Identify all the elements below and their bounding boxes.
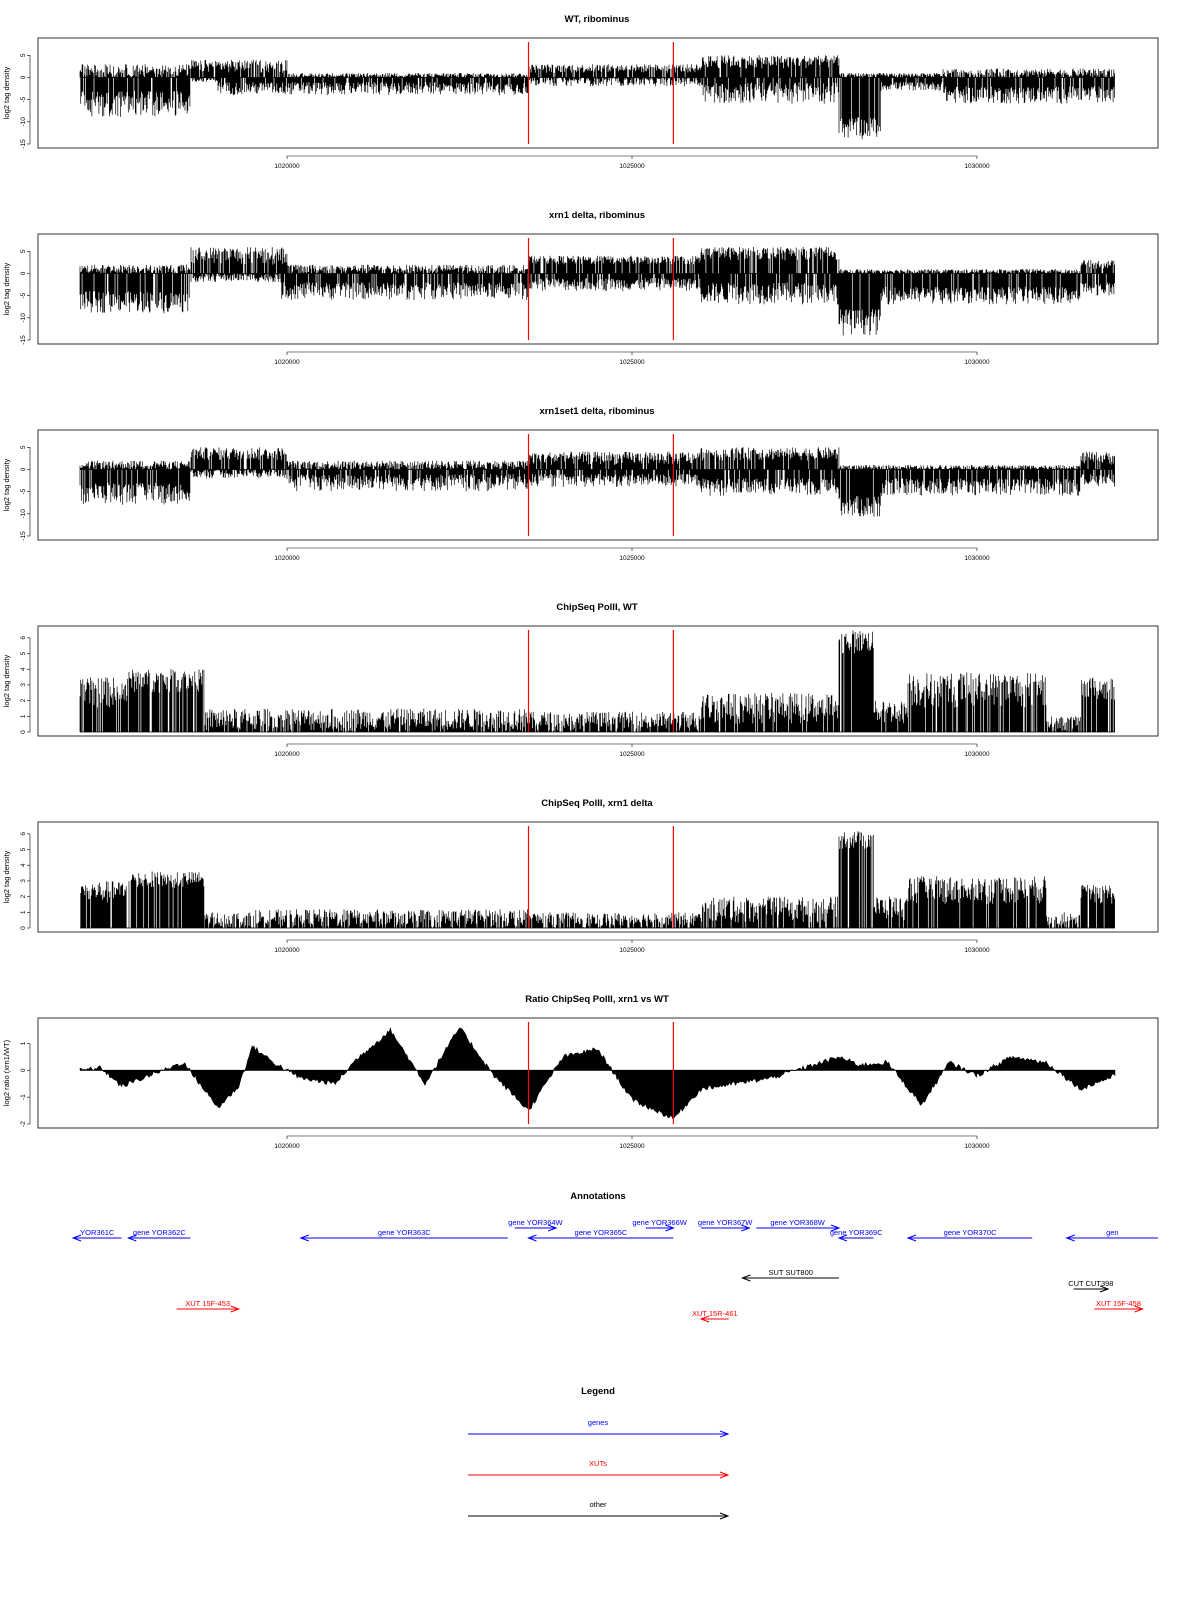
chart-panel xyxy=(2,798,1158,954)
legend-item xyxy=(468,1459,728,1478)
x-tick-label: 1025000 xyxy=(619,555,645,562)
y-axis-label: log2 tag density xyxy=(2,654,11,708)
annotation-feature xyxy=(508,1218,563,1231)
density-bars xyxy=(80,631,1115,733)
y-tick-label: 6 xyxy=(20,832,27,836)
chart-panel xyxy=(2,210,1158,366)
y-tick-label: 5 xyxy=(20,249,27,254)
x-tick-label: 1030000 xyxy=(964,359,990,366)
x-tick-label: 1020000 xyxy=(274,359,300,366)
y-tick-label: -15 xyxy=(20,139,27,149)
feature-label: XUT 15R-461 xyxy=(691,1309,738,1318)
legend-item xyxy=(468,1500,728,1519)
feature-label: SUT SUT800 xyxy=(768,1268,813,1277)
density-bars xyxy=(81,831,1115,928)
y-tick-label: 0 xyxy=(20,926,27,930)
panel-title: xrn1set1 delta, ribominus xyxy=(539,406,655,417)
y-tick-label: 4 xyxy=(20,667,27,672)
chart-panel xyxy=(2,14,1158,170)
y-tick-label: -10 xyxy=(20,117,27,127)
feature-label: gene YOR365C xyxy=(574,1228,628,1237)
y-tick-label: -5 xyxy=(20,292,27,299)
feature-label: gene YOR364W xyxy=(508,1218,563,1227)
y-tick-label: -5 xyxy=(20,96,27,103)
y-tick-label: 1 xyxy=(20,910,27,915)
x-tick-label: 1030000 xyxy=(964,947,990,954)
feature-label: gene YOR369C xyxy=(829,1228,883,1237)
feature-label: YOR361C xyxy=(80,1228,115,1237)
feature-label: gene YOR368W xyxy=(770,1218,825,1227)
legend-item xyxy=(468,1418,728,1437)
x-tick-label: 1020000 xyxy=(274,163,300,170)
density-bars xyxy=(80,247,1115,336)
y-tick-label: 5 xyxy=(20,651,27,656)
annotations-title: Annotations xyxy=(570,1191,626,1202)
x-tick-label: 1020000 xyxy=(274,1143,300,1150)
y-tick-label: -5 xyxy=(20,488,27,495)
x-tick-label: 1025000 xyxy=(619,947,645,954)
y-axis-label: log2 tag density xyxy=(2,850,11,904)
annotation-feature xyxy=(128,1228,190,1241)
chart-panel xyxy=(2,406,1158,562)
annotation-feature xyxy=(73,1228,121,1241)
plus-strand-bars xyxy=(80,247,1115,274)
legend xyxy=(468,1386,728,1519)
y-tick-label: -10 xyxy=(20,313,27,323)
x-tick-label: 1030000 xyxy=(964,163,990,170)
y-tick-label: 5 xyxy=(20,847,27,852)
feature-label: gen xyxy=(1106,1228,1119,1237)
annotation-feature xyxy=(756,1218,839,1231)
x-tick-label: 1025000 xyxy=(619,163,645,170)
y-tick-label: 4 xyxy=(20,863,27,868)
panel-title: Ratio ChipSeq PolII, xrn1 vs WT xyxy=(525,994,669,1005)
density-bars xyxy=(80,55,1115,139)
y-tick-label: 6 xyxy=(20,636,27,640)
minus-strand-bars xyxy=(81,78,1115,140)
x-tick-label: 1020000 xyxy=(274,947,300,954)
y-tick-label: 2 xyxy=(20,894,27,899)
y-tick-label: 2 xyxy=(20,698,27,703)
minus-strand-bars xyxy=(80,470,1115,517)
annotation-feature xyxy=(908,1228,1032,1241)
feature-label: XUT 15F-458 xyxy=(1096,1299,1141,1308)
y-tick-label: -10 xyxy=(20,509,27,519)
annotation-feature xyxy=(1068,1279,1113,1292)
feature-label: gene YOR370C xyxy=(943,1228,997,1237)
annotation-feature xyxy=(742,1268,839,1281)
ratio-area xyxy=(80,1028,1115,1119)
y-tick-label: 0 xyxy=(20,467,27,472)
y-tick-label: 1 xyxy=(20,714,27,719)
annotation-feature xyxy=(698,1218,753,1231)
y-tick-label: 5 xyxy=(20,53,27,58)
feature-label: XUT 15F-453 xyxy=(185,1299,231,1308)
plus-strand-bars xyxy=(80,447,1115,469)
plot-frame xyxy=(38,430,1158,540)
annotation-feature xyxy=(830,1228,883,1241)
annotations-track xyxy=(73,1191,1158,1322)
y-axis-label: log2 tag density xyxy=(2,66,11,120)
y-axis-label: log2 ratio (xrn1/WT) xyxy=(2,1039,11,1107)
feature-label: gene YOR362C xyxy=(132,1228,186,1237)
panel-title: ChipSeq PolII, WT xyxy=(556,602,638,613)
panel-title: xrn1 delta, ribominus xyxy=(548,210,646,221)
y-tick-label: 0 xyxy=(20,1068,27,1073)
x-tick-label: 1025000 xyxy=(619,359,645,366)
y-tick-label: -2 xyxy=(20,1121,27,1127)
x-tick-label: 1020000 xyxy=(274,555,300,562)
plus-strand-bars xyxy=(80,631,1115,733)
annotation-feature xyxy=(692,1309,738,1322)
plus-strand-bars xyxy=(81,831,1115,928)
legend-label: genes xyxy=(587,1418,609,1427)
y-tick-label: 3 xyxy=(20,683,27,687)
annotation-feature xyxy=(1094,1299,1142,1312)
y-tick-label: -15 xyxy=(20,335,27,345)
annotation-feature xyxy=(301,1228,508,1241)
minus-strand-bars xyxy=(80,274,1115,336)
feature-label: gene YOR367W xyxy=(697,1218,753,1227)
y-tick-label: 5 xyxy=(20,445,27,450)
plus-strand-bars xyxy=(80,55,1115,77)
x-tick-label: 1025000 xyxy=(619,751,645,758)
density-bars xyxy=(80,447,1115,516)
legend-title: Legend xyxy=(581,1386,615,1397)
x-tick-label: 1020000 xyxy=(274,751,300,758)
annotation-feature xyxy=(1067,1228,1158,1241)
feature-label: gene YOR363C xyxy=(377,1228,431,1237)
y-tick-label: 0 xyxy=(20,271,27,276)
y-axis-label: log2 tag density xyxy=(2,262,11,316)
y-tick-label: 3 xyxy=(20,879,27,883)
y-axis-label: log2 tag density xyxy=(2,458,11,512)
chart-panel xyxy=(2,994,1158,1150)
x-tick-label: 1030000 xyxy=(964,555,990,562)
y-tick-label: 1 xyxy=(20,1041,27,1046)
x-tick-label: 1025000 xyxy=(619,1143,645,1150)
feature-label: gene YOR366W xyxy=(632,1218,687,1227)
y-tick-label: 0 xyxy=(20,75,27,80)
annotation-feature xyxy=(632,1218,687,1231)
y-tick-label: -1 xyxy=(20,1094,27,1101)
legend-label: XUTs xyxy=(589,1459,607,1468)
x-tick-label: 1030000 xyxy=(964,1143,990,1150)
panel-title: ChipSeq PolII, xrn1 delta xyxy=(541,798,653,809)
chart-panel xyxy=(2,602,1158,758)
x-tick-label: 1030000 xyxy=(964,751,990,758)
legend-label: other xyxy=(589,1500,607,1509)
feature-label: CUT CUT398 xyxy=(1068,1279,1114,1288)
annotation-feature xyxy=(177,1299,239,1312)
y-tick-label: 0 xyxy=(20,730,27,734)
panel-title: WT, ribominus xyxy=(564,14,630,25)
y-tick-label: -15 xyxy=(20,531,27,541)
